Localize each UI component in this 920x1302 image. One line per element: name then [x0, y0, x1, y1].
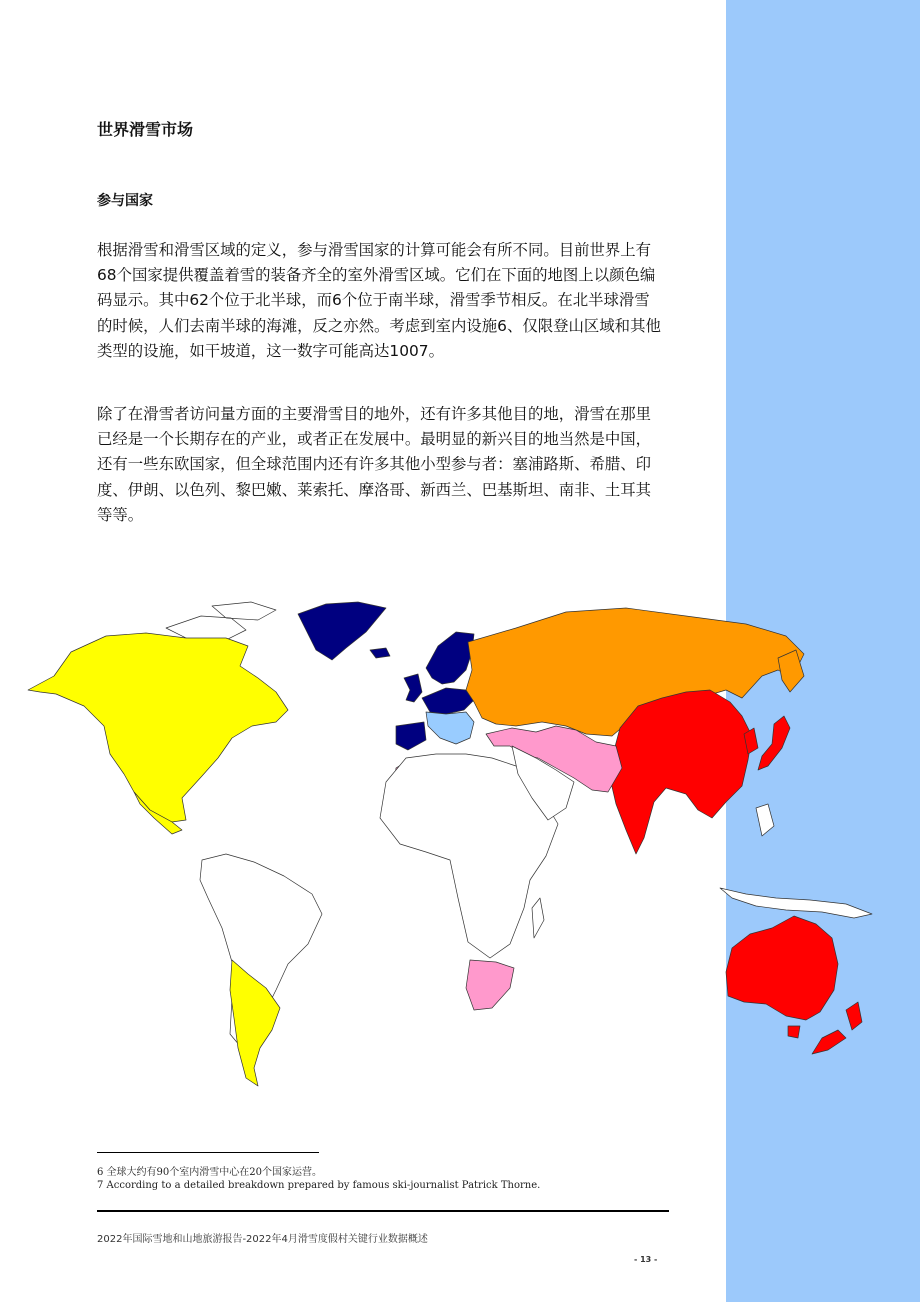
map-alpine	[426, 712, 474, 744]
section-title: 参与国家	[97, 193, 153, 209]
page-title: 世界滑雪市场	[97, 120, 194, 139]
map-indonesia	[720, 888, 872, 918]
map-scandinavia	[426, 632, 474, 684]
footnote-divider	[97, 1152, 319, 1153]
map-north-america	[28, 633, 288, 822]
footer-title: 2022年国际雪地和山地旅游报告-2022年4月滑雪度假村关键行业数据概述	[97, 1234, 428, 1245]
map-china-india	[610, 690, 752, 854]
page-number: - 13 -	[634, 1255, 658, 1264]
map-western-europe	[422, 688, 474, 714]
map-iberia	[396, 722, 426, 750]
paragraph-1: 根据滑雪和滑雪区域的定义，参与滑雪国家的计算可能会有所不同。目前世界上有68个国家提供覆盖着雪的装备齐全的室外滑雪区域。它们在下面的地图上以颜色编码显示。其中62个位于北半球，而6个位于南半球，滑雪季节相反。在北半球滑雪的时候，人们去南半球的海滩，反之亦然。考虑到室内设施6、仅限登山区域和其他类型的设施，如干坡道，这一数字可能高达1007。	[97, 241, 661, 360]
map-iceland	[370, 648, 390, 658]
world-ski-map	[26, 598, 890, 1090]
footnote-6: 6 全球大约有90个室内滑雪中心在20个国家运营。	[97, 1167, 322, 1178]
paragraph-2: 除了在滑雪者访问量方面的主要滑雪目的地外，还有许多其他目的地，滑雪在那里已经是一个长期存在的产业，或者正在发展中。最明显的新兴目的地当然是中国，还有一些东欧国家，但全球范围内还有许多其他小型参与者：塞浦路斯、希腊、印度、伊朗、以色列、黎巴嫩、莱索托、摩洛哥、新西兰、巴基斯坦、南非、土耳其等等。	[97, 405, 652, 524]
map-japan	[758, 716, 790, 770]
map-australia	[726, 916, 838, 1020]
map-uk	[404, 674, 422, 702]
map-arctic-islands	[166, 602, 276, 642]
map-philippines	[756, 804, 774, 836]
footnote-7: 7 According to a detailed breakdown prepared by famous ski-journalist Patrick Thorne.	[97, 1180, 541, 1191]
footer-divider	[97, 1210, 669, 1212]
map-tasmania	[788, 1026, 800, 1038]
map-madagascar	[532, 898, 544, 938]
map-south-africa	[466, 960, 514, 1010]
